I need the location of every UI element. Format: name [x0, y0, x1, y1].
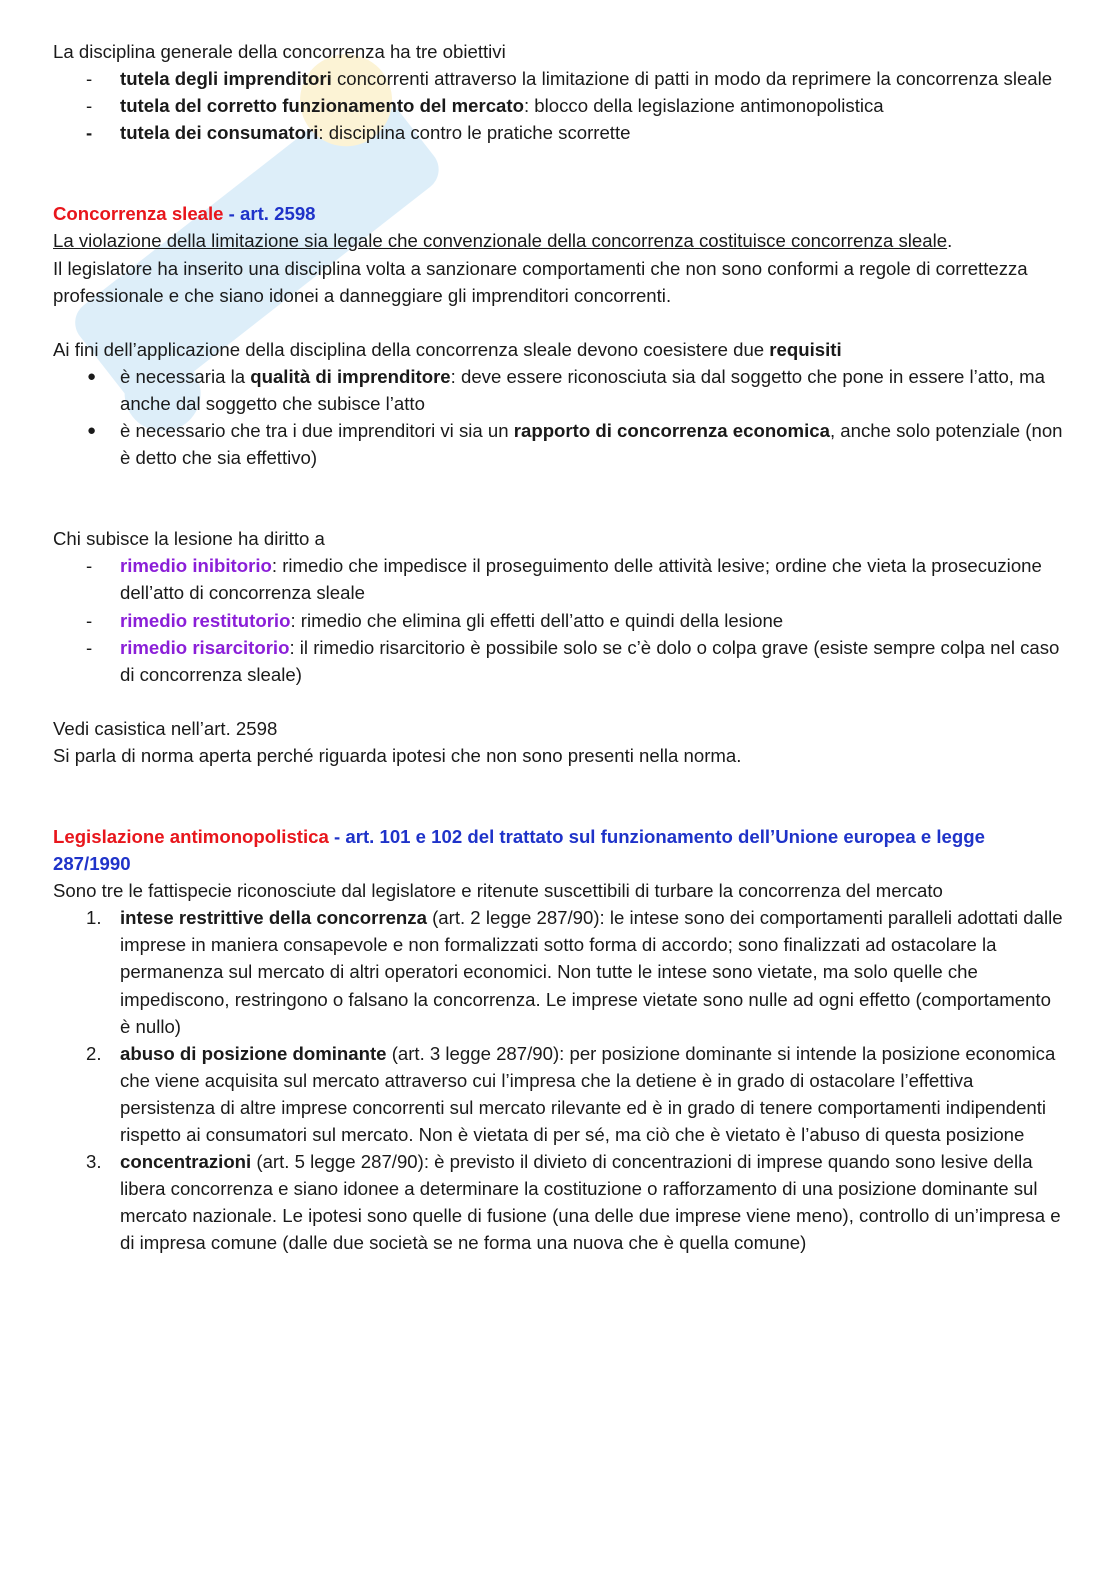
list-item: - rimedio inibitorio: rimedio che impedisce il proseguimento delle attività lesive; ordine che vieta la prosecuzione dell’atto di concorrenza sleale: [53, 552, 1063, 606]
dash-marker: -: [86, 555, 93, 577]
dash-marker: -: [86, 636, 93, 658]
item-text: concorrenti attraverso la limitazione di patti in modo da reprimere la concorrenza sleale: [331, 68, 1053, 90]
item-bold: tutela del corretto funzionamento del mercato: [120, 95, 524, 117]
norma-aperta-line: Si parla di norma aperta perché riguarda ipotesi che non sono presenti nella norma.: [53, 744, 742, 766]
dash-marker: -: [86, 122, 93, 144]
sleale-definition: La violazione della limitazione sia legale che convenzionale della concorrenza costituisce concorrenza sleale.: [53, 230, 953, 252]
list-item: - rimedio restitutorio: rimedio che elimina gli effetti dell’atto e quindi della lesione: [53, 607, 1063, 634]
item-bold: tutela dei consumatori: [120, 122, 319, 144]
fattispecie-list: [53, 904, 1063, 1256]
list-item: - rimedio risarcitorio: il rimedio risarcitorio è possibile solo se c’è dolo o colpa grave (esiste sempre colpa nel caso di concorrenza sleale): [53, 634, 1063, 688]
requisiti-lead: Ai fini dell’applicazione della disciplina della concorrenza sleale devono coesistere due requisiti: [53, 338, 842, 360]
objectives-list: [53, 65, 1063, 146]
casistica-line: Vedi casistica nell’art. 2598: [53, 717, 278, 739]
dash-marker: -: [86, 95, 93, 117]
bullet-marker: ●: [87, 367, 97, 385]
item-text: : disciplina contro le pratiche scorrette: [318, 122, 631, 144]
rimedi-list: [53, 552, 1063, 687]
number-marker: 2.: [86, 1042, 102, 1064]
list-item: [53, 65, 1063, 92]
list-item: 3. concentrazioni (art. 5 legge 287/90): è previsto il divieto di concentrazioni di imprese quando sono lesive della libera concorrenza e siano idonee a determinare la costituzione o rafforzamento di una posizione dominante sul mercato nazionale. Le ipotesi sono quelle di fusione (una delle due imprese viene meno), controllo di un’impresa e di impresa comune (dalle due società se ne forma una nuova che è quella comune): [53, 1148, 1063, 1256]
section-heading-antimonopolistica: Legislazione antimonopolistica - art. 101 e 102 del trattato sul funzionamento dell’Unione europea e legge 287/1990: [53, 825, 985, 875]
document-page: [53, 38, 1063, 1256]
rimedi-lead: Chi subisce la lesione ha diritto a: [53, 528, 325, 550]
section-heading-sleale: Concorrenza sleale - art. 2598: [53, 203, 316, 225]
item-bold: tutela degli imprenditori: [120, 68, 332, 90]
list-item: 1. intese restrittive della concorrenza (art. 2 legge 287/90): le intese sono dei comportamenti paralleli adottati dalle imprese in maniera consapevole e non formalizzati sotto forma di accordo; sono finalizzati ad ostacolare la permanenza sul mercato di altri operatori economici. Non tutte le intese sono vietate, ma solo quelle che impediscono, restringono o falsano la concorrenza. Le imprese vietate sono nulle ad ogni effetto (comportamento è nullo): [53, 904, 1063, 1039]
list-item: [53, 92, 1063, 119]
dash-marker: -: [86, 68, 93, 90]
list-item: [53, 119, 1063, 146]
list-item: ● è necessaria la qualità di imprenditore: deve essere riconosciuta sia dal soggetto che pone in essere l’atto, ma anche dal soggetto che subisce l’atto: [53, 363, 1063, 417]
list-item: 2. abuso di posizione dominante (art. 3 legge 287/90): per posizione dominante si intende la posizione economica che viene acquisita sul mercato attraverso cui l’impresa che la detiene è in grado di ostacolare l’effettiva persistenza di altre imprese concorrenti sul mercato rilevante ed è in grado di tenere comportamenti indipendenti rispetto ai consumatori sul mercato. Non è vietata di per sé, ma ciò che è vietato è l’abuso di questa posizione: [53, 1040, 1063, 1148]
intro-lead: La disciplina generale della concorrenza ha tre obiettivi: [53, 41, 506, 62]
number-marker: 3.: [86, 1151, 102, 1173]
dash-marker: -: [86, 609, 93, 631]
list-item: ● è necessario che tra i due imprenditori vi sia un rapporto di concorrenza economica, anche solo potenziale (non è detto che sia effettivo): [53, 417, 1063, 471]
antimono-lead: Sono tre le fattispecie riconosciute dal legislatore e ritenute suscettibili di turbare la concorrenza del mercato: [53, 880, 943, 902]
number-marker: 1.: [86, 907, 102, 929]
sleale-paragraph: Il legislatore ha inserito una disciplina volta a sanzionare comportamenti che non sono conformi a regole di correttezza professionale e che siano idonei a danneggiare gli imprenditori concorrenti.: [53, 257, 1028, 306]
bullet-marker: ●: [87, 422, 97, 440]
requisiti-list: [53, 363, 1063, 471]
item-text: : blocco della legislazione antimonopolistica: [523, 95, 884, 117]
